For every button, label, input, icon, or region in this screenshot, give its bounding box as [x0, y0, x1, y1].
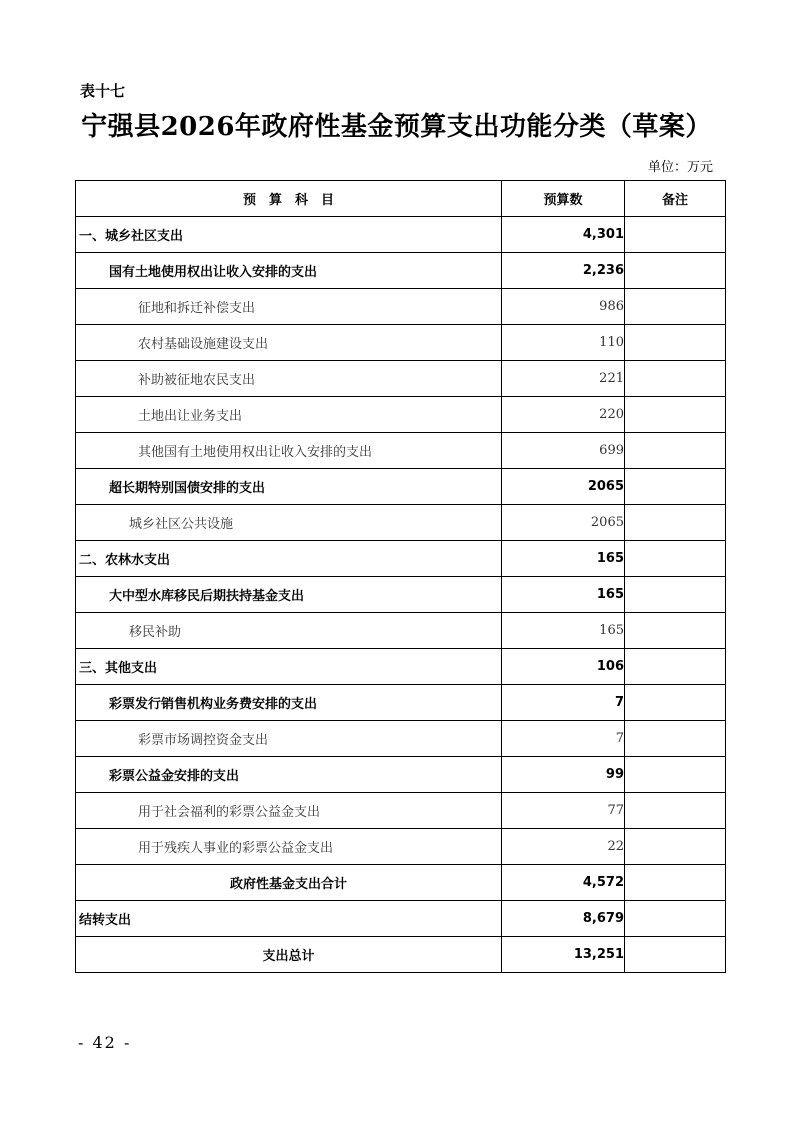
- table-row: [76, 469, 726, 505]
- row-amount: 165: [502, 613, 625, 649]
- row-subject: 征地和拆迁补偿支出: [76, 289, 502, 325]
- row-note: [625, 469, 726, 505]
- row-subject: 国有土地使用权出让收入安排的支出: [76, 253, 502, 289]
- row-subject: 一、城乡社区支出: [76, 217, 502, 253]
- row-note: [625, 253, 726, 289]
- row-subject: 结转支出: [76, 901, 502, 937]
- row-note: [625, 361, 726, 397]
- row-amount: 699: [502, 433, 625, 469]
- table-row: [76, 685, 726, 721]
- row-note: [625, 433, 726, 469]
- row-note: [625, 901, 726, 937]
- row-amount: 4,572: [502, 865, 625, 901]
- row-amount: 986: [502, 289, 625, 325]
- row-subject: 三、其他支出: [76, 649, 502, 685]
- page-number: - 42 -: [78, 1033, 132, 1052]
- row-note: [625, 649, 726, 685]
- row-subject: 城乡社区公共设施: [76, 505, 502, 541]
- row-subject: 支出总计: [76, 937, 502, 973]
- row-note: [625, 937, 726, 973]
- row-subject: 彩票公益金安排的支出: [76, 757, 502, 793]
- row-subject: 彩票市场调控资金支出: [76, 721, 502, 757]
- row-note: [625, 829, 726, 865]
- row-note: [625, 721, 726, 757]
- row-amount: 106: [502, 649, 625, 685]
- table-row: [76, 649, 726, 685]
- table-row: [76, 721, 726, 757]
- column-header-amount: 预算数: [502, 181, 625, 217]
- row-subject: 超长期特别国债安排的支出: [76, 469, 502, 505]
- row-amount: 13,251: [502, 937, 625, 973]
- subtotal-row: [76, 865, 726, 901]
- row-subject: 其他国有土地使用权出让收入安排的支出: [76, 433, 502, 469]
- row-amount: 165: [502, 541, 625, 577]
- row-note: [625, 541, 726, 577]
- row-amount: 2065: [502, 505, 625, 541]
- row-subject: 土地出让业务支出: [76, 397, 502, 433]
- row-subject: 政府性基金支出合计: [76, 865, 502, 901]
- table-row: [76, 577, 726, 613]
- table-row: [76, 253, 726, 289]
- row-note: [625, 397, 726, 433]
- row-note: [625, 613, 726, 649]
- table-header-row: [76, 181, 726, 217]
- page-title: 宁强县2026年政府性基金预算支出功能分类（草案）: [81, 112, 712, 142]
- unit-label: 单位：万元: [647, 160, 713, 175]
- row-amount: 4,301: [502, 217, 625, 253]
- row-note: [625, 793, 726, 829]
- row-note: [625, 217, 726, 253]
- row-amount: 22: [502, 829, 625, 865]
- table-row: [76, 541, 726, 577]
- row-amount: 77: [502, 793, 625, 829]
- row-note: [625, 505, 726, 541]
- budget-table: [75, 180, 726, 973]
- row-amount: 8,679: [502, 901, 625, 937]
- table-row: [76, 397, 726, 433]
- table-label: 表十七: [80, 82, 126, 100]
- table-row: [76, 325, 726, 361]
- row-amount: 220: [502, 397, 625, 433]
- table-row: [76, 217, 726, 253]
- row-amount: 2065: [502, 469, 625, 505]
- row-amount: 7: [502, 685, 625, 721]
- row-note: [625, 577, 726, 613]
- row-note: [625, 289, 726, 325]
- row-note: [625, 757, 726, 793]
- row-subject: 彩票发行销售机构业务费安排的支出: [76, 685, 502, 721]
- row-subject: 二、农林水支出: [76, 541, 502, 577]
- table-row: [76, 757, 726, 793]
- row-note: [625, 325, 726, 361]
- row-amount: 99: [502, 757, 625, 793]
- row-subject: 大中型水库移民后期扶持基金支出: [76, 577, 502, 613]
- grand-total-row: [76, 937, 726, 973]
- row-amount: 2,236: [502, 253, 625, 289]
- row-amount: 110: [502, 325, 625, 361]
- table-row: [76, 289, 726, 325]
- row-subject: 移民补助: [76, 613, 502, 649]
- carryover-row: [76, 901, 726, 937]
- column-header-note: 备注: [625, 181, 726, 217]
- row-subject: 用于残疾人事业的彩票公益金支出: [76, 829, 502, 865]
- table-row: [76, 433, 726, 469]
- table-row: [76, 793, 726, 829]
- table-row: [76, 829, 726, 865]
- row-amount: 165: [502, 577, 625, 613]
- row-amount: 7: [502, 721, 625, 757]
- column-header-subject: 预 算 科 目: [76, 181, 502, 217]
- row-note: [625, 685, 726, 721]
- table-row: [76, 505, 726, 541]
- row-subject: 用于社会福利的彩票公益金支出: [76, 793, 502, 829]
- row-amount: 221: [502, 361, 625, 397]
- row-note: [625, 865, 726, 901]
- table-row: [76, 361, 726, 397]
- row-subject: 农村基础设施建设支出: [76, 325, 502, 361]
- row-subject: 补助被征地农民支出: [76, 361, 502, 397]
- table-row: [76, 613, 726, 649]
